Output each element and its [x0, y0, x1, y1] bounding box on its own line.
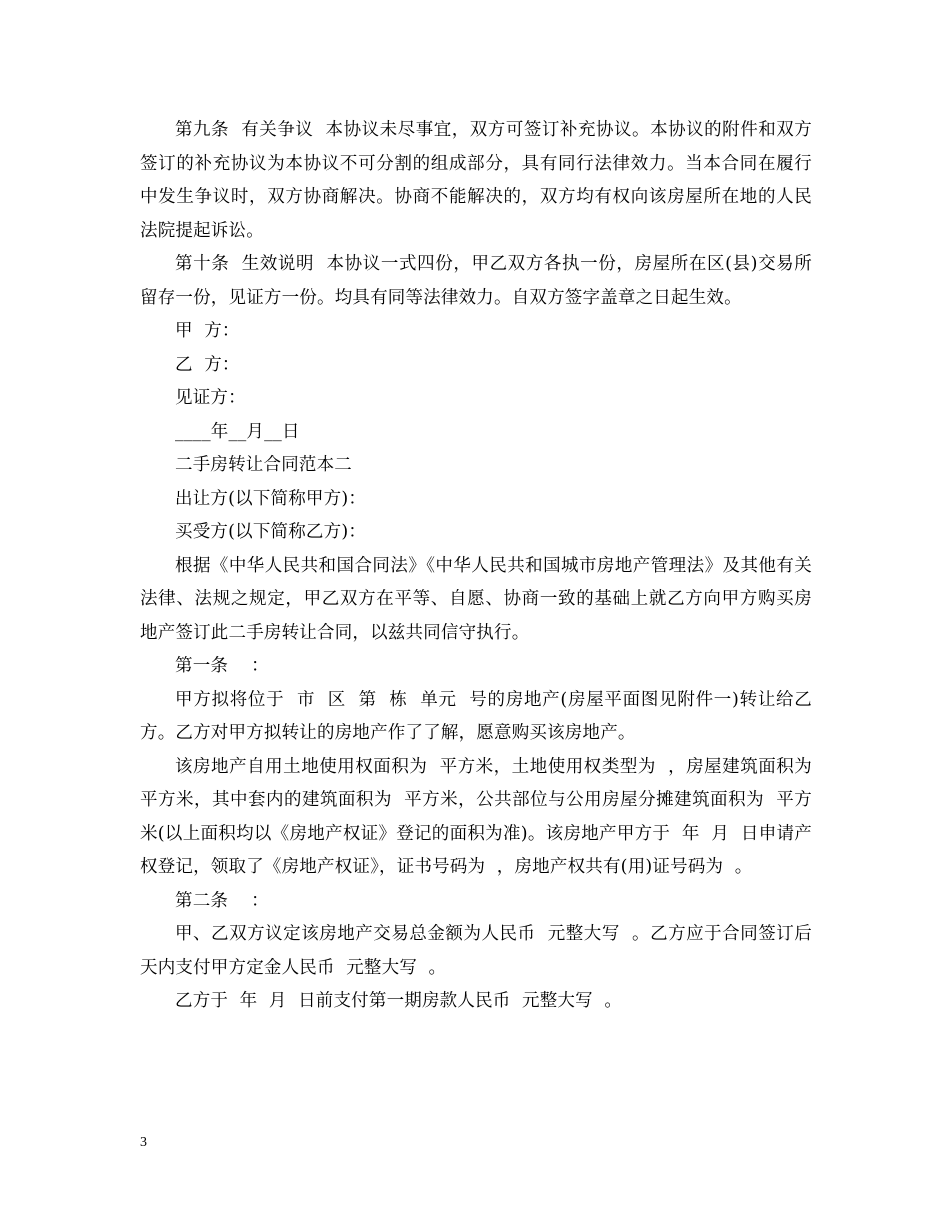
- total-price-paragraph: 甲、乙双方议定该房地产交易总金额为人民币 元整大写 。乙方应于合同签订后天内支付甲方定金人民币 元整大写 。: [140, 924, 812, 978]
- document-body: [140, 114, 824, 1019]
- party-a-signature-line: 甲 方：: [175, 321, 240, 341]
- page-number: 3: [140, 1135, 147, 1150]
- property-area-paragraph: 该房地产自用土地使用权面积为 平方米，土地使用权类型为 ，房屋建筑面积为 平方米，其中套内的建筑面积为 平方米，公共部位与公用房屋分摊建筑面积为 平方米(以上面积均以《房地产权证》登记的面积为准)。该房地产甲方于 年 月 日申请产权登记，领取了《房地产权证》，证书号码为 ，房地产权共有(用)证号码为 。: [140, 756, 824, 877]
- first-payment-paragraph: 乙方于 年 月 日前支付第一期房款人民币 元整大写 。: [175, 991, 623, 1011]
- preamble-paragraph: 根据《中华人民共和国合同法》《中华人民共和国城市房地产管理法》及其他有关法律、法规之规定，甲乙双方在平等、自愿、协商一致的基础上就乙方向甲方购买房地产签订此二手房转让合同，以兹共同信守执行。: [140, 555, 812, 643]
- template-two-title: 二手房转让合同范本二: [175, 455, 352, 475]
- witness-signature-line: 见证方：: [175, 388, 246, 408]
- article-one-heading: 第一条 ：: [175, 656, 269, 676]
- clause-ten-effectiveness: 第十条 生效说明 本协议一式四份，甲乙双方各执一份，房屋所在区(县)交易所留存一份，见证方一份。均具有同等法律效力。自双方签字盖章之日起生效。: [140, 254, 812, 308]
- date-line: ____年__月__日: [175, 421, 300, 442]
- article-two-heading: 第二条 ：: [175, 890, 269, 911]
- buyer-line: 买受方(以下简称乙方)：: [175, 522, 367, 542]
- party-b-signature-line: 乙 方：: [175, 354, 240, 375]
- clause-nine-dispute: 第九条 有关争议 本协议未尽事宜，双方可签订补充协议。本协议的附件和双方签订的补充协议为本协议不可分割的组成部分，具有同行法律效力。当本合同在履行中发生争议时，双方协商解决。协商不能解决的，双方均有权向该房屋所在地的人民法院提起诉讼。: [140, 120, 812, 241]
- property-location-paragraph: 甲方拟将位于 市 区 第 栋 单元 号的房地产(房屋平面图见附件一)转让给乙方。乙方对甲方拟转让的房地产作了了解，愿意购买该房地产。: [140, 689, 812, 743]
- seller-line: 出让方(以下简称甲方)：: [175, 488, 367, 509]
